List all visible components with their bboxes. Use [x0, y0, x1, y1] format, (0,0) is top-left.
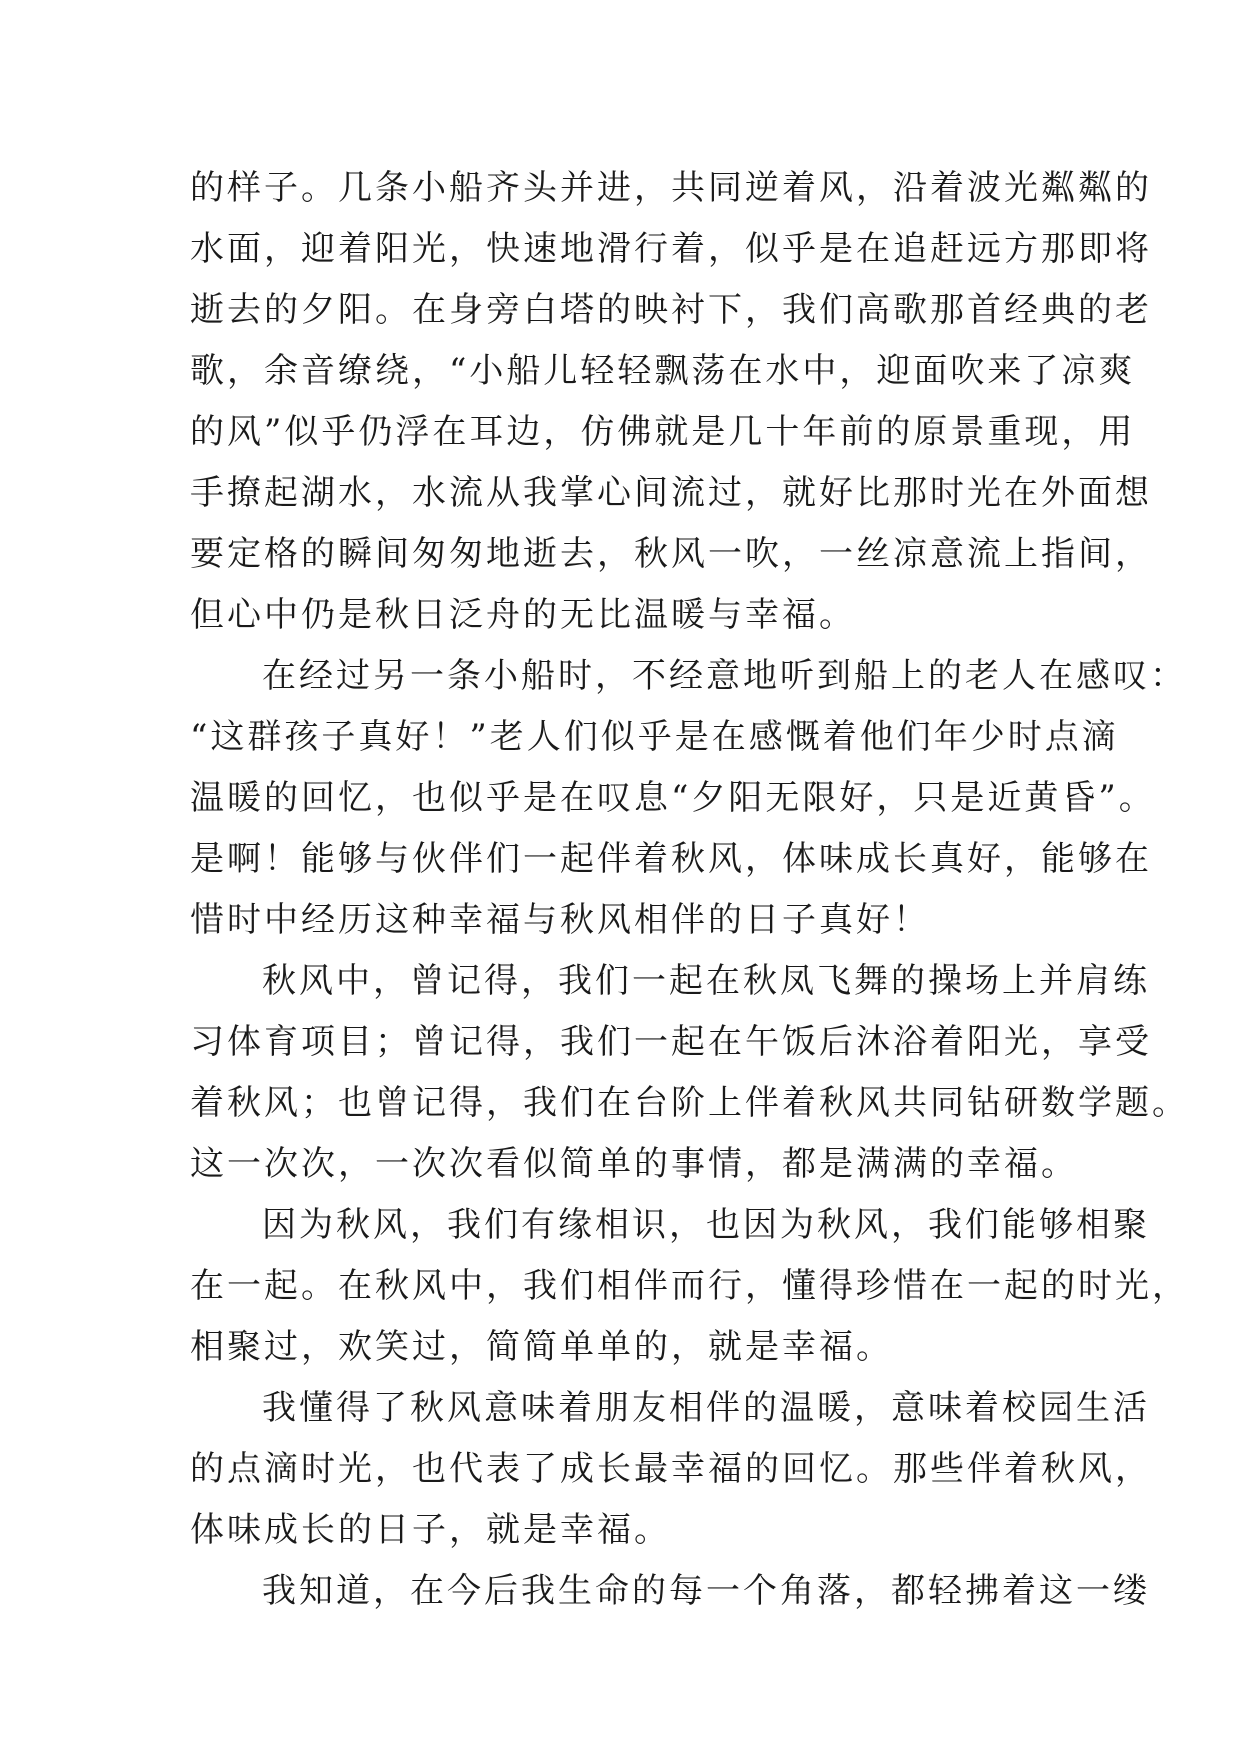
- text-line: 体味成长的日子，就是幸福。: [190, 1510, 671, 1550]
- text-line: 逝去的夕阳。在身旁白塔的映衬下，我们高歌那首经典的老: [190, 290, 1152, 330]
- text-line: 的点滴时光，也代表了成长最幸福的回忆。那些伴着秋风，: [190, 1449, 1152, 1489]
- text-line: 我懂得了秋风意味着朋友相伴的温暖，意味着校园生活: [262, 1388, 1150, 1428]
- text-line: 歌，余音缭绕，“小船儿轻轻飘荡在水中，迎面吹来了凉爽: [190, 351, 1136, 391]
- text-line: 手撩起湖水，水流从我掌心间流过，就好比那时光在外面想: [190, 473, 1152, 513]
- text-line: 温暖的回忆，也似乎是在叹息“夕阳无限好，只是近黄昏”。: [190, 778, 1156, 818]
- text-line: 因为秋风，我们有缘相识，也因为秋风，我们能够相聚: [262, 1205, 1150, 1245]
- text-line: 要定格的瞬间匆匆地逝去，秋风一吹，一丝凉意流上指间，: [190, 534, 1152, 574]
- text-line: 但心中仍是秋日泛舟的无比温暖与幸福。: [190, 595, 856, 635]
- body-text: [190, 158, 1189, 1622]
- text-line: 秋风中，曾记得，我们一起在秋凤飞舞的操场上并肩练: [262, 961, 1150, 1001]
- text-line: 在经过另一条小船时，不经意地听到船上的老人在感叹：: [262, 656, 1187, 696]
- text-line: 我知道，在今后我生命的每一个角落，都轻拂着这一缕: [262, 1571, 1150, 1611]
- text-line: 这一次次，一次次看似简单的事情，都是满满的幸福。: [190, 1144, 1078, 1184]
- text-line: 在一起。在秋风中，我们相伴而行，懂得珍惜在一起的时光，: [190, 1266, 1189, 1306]
- text-line: “这群孩子真好！”老人们似乎是在感慨着他们年少时点滴: [190, 717, 1119, 757]
- text-line: 习体育项目；曾记得，我们一起在午饭后沐浴着阳光，享受: [190, 1022, 1152, 1062]
- text-line: 着秋风；也曾记得，我们在台阶上伴着秋风共同钻研数学题。: [190, 1083, 1189, 1123]
- text-line: 惜时中经历这种幸福与秋风相伴的日子真好！: [190, 900, 930, 940]
- text-line: 的样子。几条小船齐头并进，共同逆着风，沿着波光粼粼的: [190, 168, 1152, 208]
- text-line: 的风”似乎仍浮在耳边，仿佛就是几十年前的原景重现，用: [190, 412, 1136, 452]
- text-line: 水面，迎着阳光，快速地滑行着，似乎是在追赶远方那即将: [190, 229, 1152, 269]
- text-line: 是啊！能够与伙伴们一起伴着秋风，体味成长真好，能够在: [190, 839, 1152, 879]
- text-line: 相聚过，欢笑过，简简单单的，就是幸福。: [190, 1327, 893, 1367]
